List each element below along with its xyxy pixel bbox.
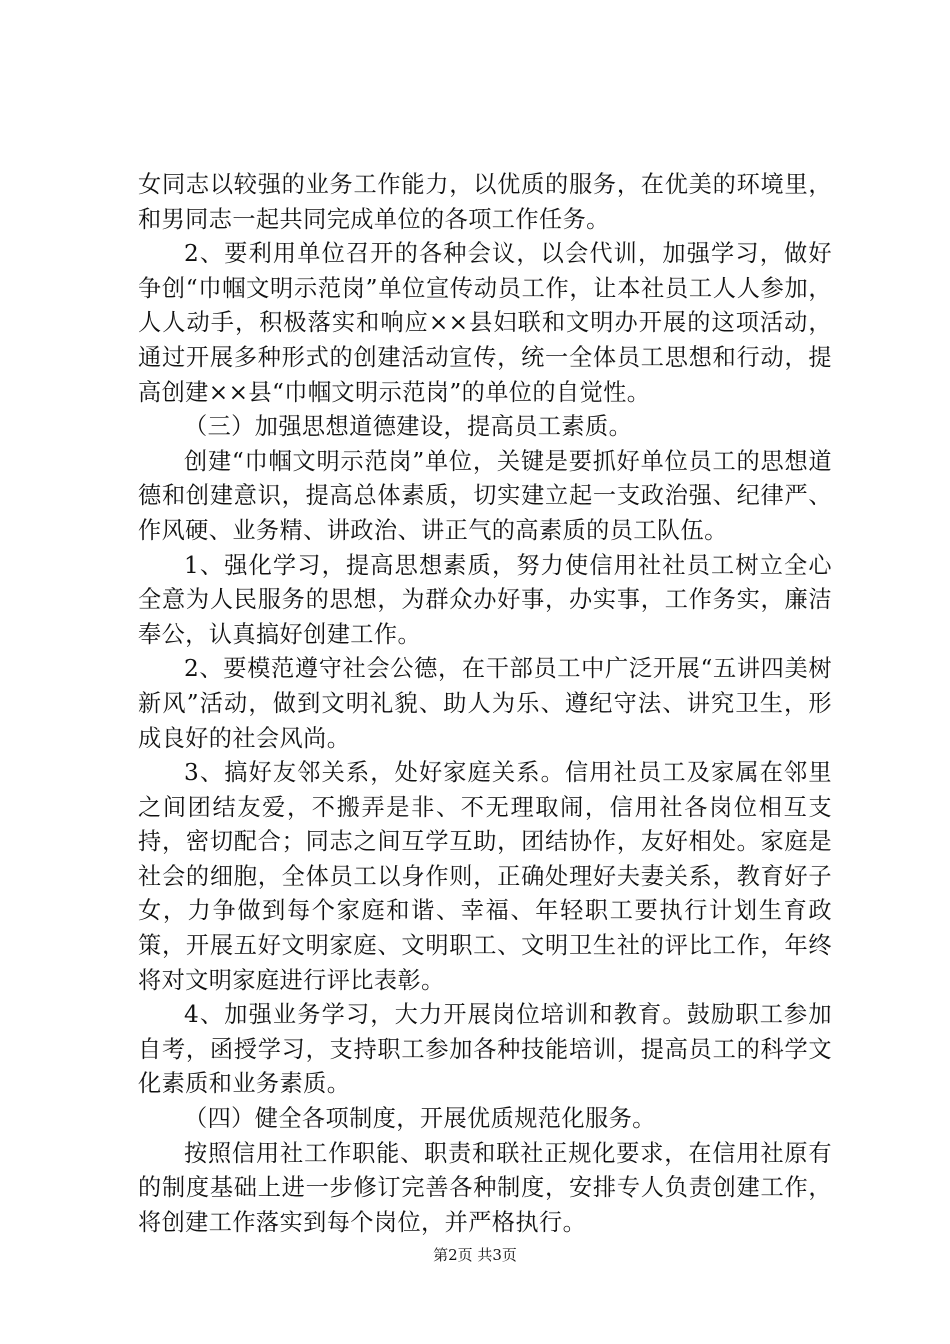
paragraph-continuation: 女同志以较强的业务工作能力，以优质的服务，在优美的环境里，和男同志一起共同完成单位的各项工作任务。 xyxy=(138,171,832,233)
paragraph-item-4-training: 4、加强业务学习，大力开展岗位培训和教育。鼓励职工参加自考，函授学习，支持职工参加各种技能培训，提高员工的科学文化素质和业务素质。 xyxy=(138,1001,832,1098)
paragraph-item-2-morality: 2、要模范遵守社会公德，在干部员工中广泛开展“五讲四美树新风”活动，做到文明礼貌、助人为乐、遵纪守法、讲究卫生，形成良好的社会风尚。 xyxy=(138,655,832,752)
document-body xyxy=(138,168,832,1240)
paragraph-item-3-relations: 3、搞好友邻关系，处好家庭关系。信用社员工及家属在邻里之间团结友爱，不搬弄是非、不无理取闹，信用社各岗位相互支持，密切配合；同志之间互学互助，团结协作，友好相处。家庭是社会的细胞，全体员工以身作则，正确处理好夫妻关系，教育好子女，力争做到每个家庭和谐、幸福、年轻职工要执行计划生育政策，开展五好文明家庭、文明职工、文明卫生社的评比工作，年终将对文明家庭进行评比表彰。 xyxy=(138,759,832,994)
page-number-footer: 第2页 共3页 xyxy=(433,1246,517,1264)
paragraph-section-4-intro: 按照信用社工作职能、职责和联社正规化要求，在信用社原有的制度基础上进一步修订完善各种制度，安排专人负责创建工作，将创建工作落实到每个岗位，并严格执行。 xyxy=(138,1139,832,1236)
paragraph-item-1-study: 1、强化学习，提高思想素质，努力使信用社社员工树立全心全意为人民服务的思想，为群众办好事，办实事，工作务实，廉洁奉公，认真搞好创建工作。 xyxy=(138,551,832,648)
section-heading-4: （四）健全各项制度，开展优质规范化服务。 xyxy=(184,1105,656,1133)
paragraph-section-3-intro: 创建“巾帼文明示范岗”单位，关键是要抓好单位员工的思想道德和创建意识，提高总体素质，切实建立起一支政治强、纪律严、作风硬、业务精、讲政治、讲正气的高素质的员工队伍。 xyxy=(138,447,832,544)
paragraph-item-2-publicity: 2、要利用单位召开的各种会议，以会代训，加强学习，做好争创“巾帼文明示范岗”单位宣传动员工作，让本社员工人人参加，人人动手，积极落实和响应××县妇联和文明办开展的这项活动，通过开展多种形式的创建活动宣传，统一全体员工思想和行动，提高创建××县“巾帼文明示范岗”的单位的自觉性。 xyxy=(138,240,832,406)
section-heading-3: （三）加强思想道德建设，提高员工素质。 xyxy=(184,413,633,441)
